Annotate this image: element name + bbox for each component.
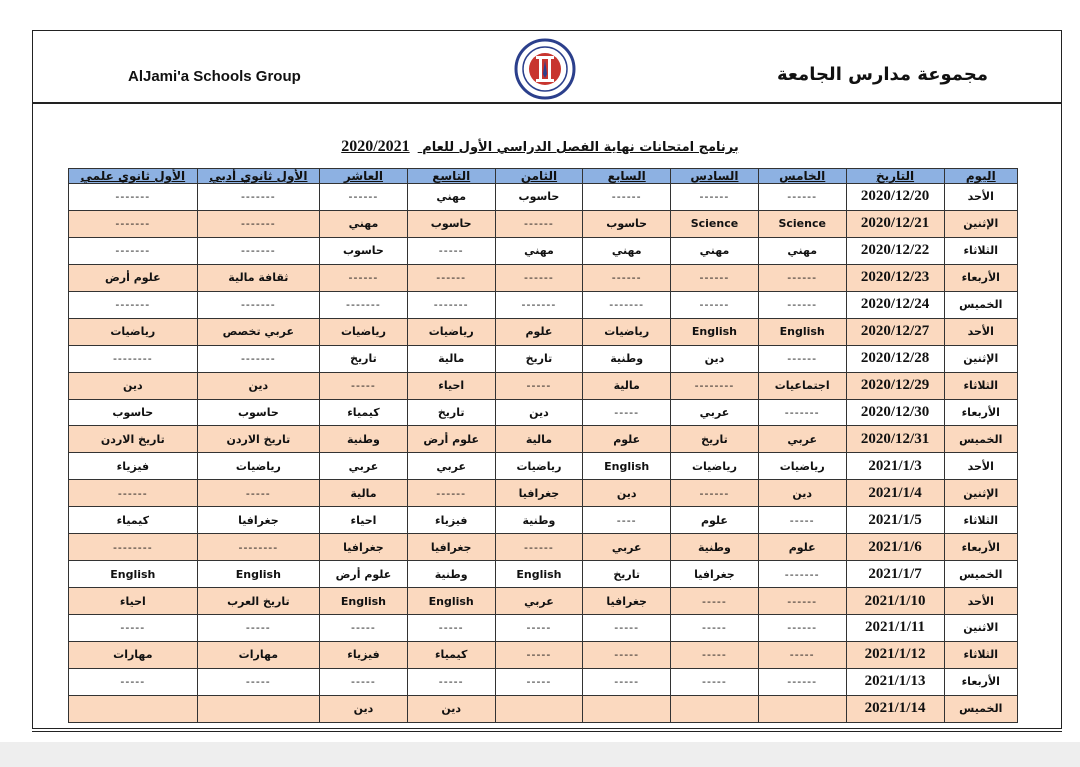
subject-cell: ----- xyxy=(197,668,319,695)
subject-cell: كيمياء xyxy=(407,641,495,668)
subject-cell: علوم أرض xyxy=(69,264,198,291)
subject-cell: ---- xyxy=(583,507,671,534)
subject-cell: رياضيات xyxy=(758,453,846,480)
header-divider xyxy=(32,102,1062,104)
subject-cell xyxy=(583,695,671,722)
column-header: التاسع xyxy=(407,169,495,184)
subject-cell: ------ xyxy=(758,588,846,615)
day-cell: الإثنين xyxy=(944,480,1017,507)
subject-cell: ----- xyxy=(758,507,846,534)
date-cell: 2021/1/4 xyxy=(846,480,944,507)
subject-cell: ----- xyxy=(197,615,319,642)
table-row xyxy=(69,399,1018,426)
subject-cell: احياء xyxy=(407,372,495,399)
date-cell: 2020/12/24 xyxy=(846,291,944,318)
subject-cell: -------- xyxy=(69,534,198,561)
subject-cell: تاريخ xyxy=(583,561,671,588)
table-row xyxy=(69,426,1018,453)
subject-cell: ------- xyxy=(197,291,319,318)
subject-cell: ----- xyxy=(320,372,408,399)
subject-cell: ------ xyxy=(758,668,846,695)
subject-cell: ----- xyxy=(583,399,671,426)
subject-cell: عربي xyxy=(671,399,759,426)
subject-cell: علوم xyxy=(495,318,583,345)
subject-cell: ----- xyxy=(495,668,583,695)
day-cell: الأحد xyxy=(944,588,1017,615)
subject-cell: جغرافيا xyxy=(583,588,671,615)
day-cell: الأحد xyxy=(944,184,1017,211)
subject-cell: وطنية xyxy=(407,561,495,588)
subject-cell: رياضيات xyxy=(671,453,759,480)
table-row xyxy=(69,264,1018,291)
table-row xyxy=(69,184,1018,211)
date-cell: 2021/1/13 xyxy=(846,668,944,695)
subject-cell: رياضيات xyxy=(583,318,671,345)
subject-cell: ----- xyxy=(320,668,408,695)
table-row xyxy=(69,695,1018,722)
table-row xyxy=(69,507,1018,534)
subject-cell: مهني xyxy=(407,184,495,211)
subject-cell: ------- xyxy=(758,561,846,588)
subject-cell: دين xyxy=(69,372,198,399)
day-cell: الأربعاء xyxy=(944,264,1017,291)
subject-cell: ----- xyxy=(407,668,495,695)
subject-cell: ------ xyxy=(320,184,408,211)
subject-cell: تاريخ xyxy=(407,399,495,426)
subject-cell: ----- xyxy=(671,588,759,615)
subject-cell: عربي xyxy=(495,588,583,615)
subject-cell: ----- xyxy=(407,615,495,642)
column-header: السابع xyxy=(583,169,671,184)
date-cell: 2020/12/20 xyxy=(846,184,944,211)
subject-cell: مهني xyxy=(320,210,408,237)
subject-cell: تاريخ xyxy=(320,345,408,372)
school-name-english: AlJami'a Schools Group xyxy=(128,68,301,85)
subject-cell: -------- xyxy=(671,372,759,399)
day-cell: الأحد xyxy=(944,453,1017,480)
subject-cell: ----- xyxy=(671,641,759,668)
date-cell: 2021/1/14 xyxy=(846,695,944,722)
title-year: 2020/2021 xyxy=(341,138,410,155)
school-logo-icon xyxy=(514,38,576,100)
subject-cell: رياضيات xyxy=(495,453,583,480)
subject-cell: فيزياء xyxy=(407,507,495,534)
subject-cell: English xyxy=(671,318,759,345)
subject-cell: Science xyxy=(758,210,846,237)
subject-cell: ------ xyxy=(758,264,846,291)
subject-cell: ثقافة مالية xyxy=(197,264,319,291)
date-cell: 2021/1/7 xyxy=(846,561,944,588)
subject-cell: ------- xyxy=(197,345,319,372)
date-cell: 2020/12/27 xyxy=(846,318,944,345)
subject-cell: مهني xyxy=(495,237,583,264)
subject-cell: ------ xyxy=(758,345,846,372)
subject-cell: ----- xyxy=(583,668,671,695)
subject-cell: حاسوب xyxy=(407,210,495,237)
subject-cell: وطنية xyxy=(583,345,671,372)
subject-cell: English xyxy=(495,561,583,588)
subject-cell: احياء xyxy=(69,588,198,615)
subject-cell: مالية xyxy=(320,480,408,507)
subject-cell xyxy=(69,695,198,722)
subject-cell: جغرافيا xyxy=(671,561,759,588)
subject-cell: تاريخ xyxy=(495,345,583,372)
subject-cell: ----- xyxy=(671,615,759,642)
subject-cell: دين xyxy=(407,695,495,722)
document-title xyxy=(330,138,750,156)
subject-cell: جغرافيا xyxy=(407,534,495,561)
subject-cell: ------ xyxy=(758,615,846,642)
subject-cell: مالية xyxy=(407,345,495,372)
subject-cell: مهني xyxy=(758,237,846,264)
table-header xyxy=(69,169,1018,184)
date-cell: 2021/1/12 xyxy=(846,641,944,668)
subject-cell: ------- xyxy=(69,237,198,264)
school-name-arabic: مجموعة مدارس الجامعة xyxy=(776,64,988,85)
subject-cell: تاريخ العرب xyxy=(197,588,319,615)
subject-cell: وطنية xyxy=(495,507,583,534)
date-cell: 2020/12/21 xyxy=(846,210,944,237)
day-cell: الخميس xyxy=(944,695,1017,722)
subject-cell: ------ xyxy=(758,291,846,318)
day-cell: الثلاثاء xyxy=(944,507,1017,534)
column-header: الأول ثانوي علمي xyxy=(69,169,198,184)
subject-cell: -------- xyxy=(197,534,319,561)
day-cell: الخميس xyxy=(944,426,1017,453)
date-cell: 2020/12/31 xyxy=(846,426,944,453)
date-cell: 2020/12/23 xyxy=(846,264,944,291)
table-body xyxy=(69,184,1018,723)
subject-cell: ------ xyxy=(69,480,198,507)
subject-cell: عربي تخصص xyxy=(197,318,319,345)
subject-cell: فيزياء xyxy=(69,453,198,480)
table-row xyxy=(69,237,1018,264)
subject-cell: English xyxy=(320,588,408,615)
day-cell: الإثنين xyxy=(944,345,1017,372)
subject-cell: ----- xyxy=(583,615,671,642)
column-header: العاشر xyxy=(320,169,408,184)
subject-cell: دين xyxy=(320,695,408,722)
subject-cell: وطنية xyxy=(320,426,408,453)
date-cell: 2021/1/5 xyxy=(846,507,944,534)
table-row xyxy=(69,641,1018,668)
day-cell: الأربعاء xyxy=(944,668,1017,695)
column-header: السادس xyxy=(671,169,759,184)
subject-cell xyxy=(197,695,319,722)
subject-cell: حاسوب xyxy=(495,184,583,211)
day-cell: الثلاثاء xyxy=(944,641,1017,668)
subject-cell: ------- xyxy=(495,291,583,318)
date-cell: 2021/1/11 xyxy=(846,615,944,642)
subject-cell: ------- xyxy=(197,237,319,264)
subject-cell: وطنية xyxy=(671,534,759,561)
subject-cell: علوم xyxy=(583,426,671,453)
subject-cell: مالية xyxy=(495,426,583,453)
subject-cell: مهارات xyxy=(197,641,319,668)
subject-cell: ------- xyxy=(69,291,198,318)
subject-cell: علوم xyxy=(671,507,759,534)
subject-cell: ----- xyxy=(197,480,319,507)
date-cell: 2020/12/30 xyxy=(846,399,944,426)
table-row xyxy=(69,453,1018,480)
date-cell: 2020/12/28 xyxy=(846,345,944,372)
subject-cell: ----- xyxy=(407,237,495,264)
column-header: التاريخ xyxy=(846,169,944,184)
table-row xyxy=(69,615,1018,642)
subject-cell: ------- xyxy=(407,291,495,318)
subject-cell: حاسوب xyxy=(320,237,408,264)
subject-cell: ------ xyxy=(495,210,583,237)
subject-cell: علوم أرض xyxy=(407,426,495,453)
subject-cell: English xyxy=(583,453,671,480)
subject-cell: ------- xyxy=(583,291,671,318)
subject-cell xyxy=(758,695,846,722)
subject-cell: رياضيات xyxy=(320,318,408,345)
subject-cell: مهني xyxy=(583,237,671,264)
date-cell: 2020/12/29 xyxy=(846,372,944,399)
subject-cell: ----- xyxy=(758,641,846,668)
date-cell: 2021/1/3 xyxy=(846,453,944,480)
table-row xyxy=(69,561,1018,588)
subject-cell: ----- xyxy=(495,615,583,642)
subject-cell: مهني xyxy=(671,237,759,264)
subject-cell: ------- xyxy=(758,399,846,426)
subject-cell: عربي xyxy=(758,426,846,453)
day-cell: الخميس xyxy=(944,291,1017,318)
subject-cell: جغرافيا xyxy=(197,507,319,534)
subject-cell: احياء xyxy=(320,507,408,534)
subject-cell: مالية xyxy=(583,372,671,399)
subject-cell: ----- xyxy=(495,641,583,668)
subject-cell: مهارات xyxy=(69,641,198,668)
subject-cell: كيمياء xyxy=(69,507,198,534)
table-row xyxy=(69,668,1018,695)
subject-cell: اجتماعيات xyxy=(758,372,846,399)
subject-cell: ----- xyxy=(69,615,198,642)
table-row xyxy=(69,588,1018,615)
subject-cell: ------ xyxy=(671,184,759,211)
subject-cell: ------ xyxy=(407,480,495,507)
day-cell: الإثنين xyxy=(944,210,1017,237)
column-header: الثامن xyxy=(495,169,583,184)
subject-cell: دين xyxy=(671,345,759,372)
subject-cell: English xyxy=(758,318,846,345)
subject-cell: English xyxy=(69,561,198,588)
subject-cell: دين xyxy=(758,480,846,507)
subject-cell: علوم أرض xyxy=(320,561,408,588)
subject-cell: جغرافيا xyxy=(320,534,408,561)
subject-cell: English xyxy=(197,561,319,588)
subject-cell: دين xyxy=(495,399,583,426)
subject-cell: ------ xyxy=(583,184,671,211)
viewer-bottom-strip xyxy=(0,742,1080,767)
subject-cell: كيمياء xyxy=(320,399,408,426)
subject-cell: دين xyxy=(583,480,671,507)
subject-cell: تاريخ الاردن xyxy=(69,426,198,453)
subject-cell: ------- xyxy=(197,210,319,237)
subject-cell: ----- xyxy=(320,615,408,642)
subject-cell: تاريخ الاردن xyxy=(197,426,319,453)
subject-cell: Science xyxy=(671,210,759,237)
day-cell: الاثنين xyxy=(944,615,1017,642)
table-row xyxy=(69,291,1018,318)
subject-cell: ------ xyxy=(583,264,671,291)
date-cell: 2020/12/22 xyxy=(846,237,944,264)
subject-cell: حاسوب xyxy=(197,399,319,426)
column-header: اليوم xyxy=(944,169,1017,184)
exam-schedule-table xyxy=(68,168,1018,723)
subject-cell: رياضيات xyxy=(69,318,198,345)
subject-cell: ------ xyxy=(407,264,495,291)
date-cell: 2021/1/10 xyxy=(846,588,944,615)
subject-cell: ----- xyxy=(69,668,198,695)
subject-cell: ------ xyxy=(671,291,759,318)
day-cell: الثلاثاء xyxy=(944,237,1017,264)
day-cell: الأحد xyxy=(944,318,1017,345)
footer-divider xyxy=(32,731,1062,732)
date-cell: 2021/1/6 xyxy=(846,534,944,561)
subject-cell: عربي xyxy=(583,534,671,561)
subject-cell xyxy=(671,695,759,722)
subject-cell: ------ xyxy=(671,480,759,507)
subject-cell xyxy=(495,695,583,722)
table-row xyxy=(69,210,1018,237)
subject-cell: ------ xyxy=(495,534,583,561)
subject-cell: -------- xyxy=(69,345,198,372)
day-cell: الثلاثاء xyxy=(944,372,1017,399)
subject-cell: ------ xyxy=(495,264,583,291)
subject-cell: تاريخ xyxy=(671,426,759,453)
subject-cell: ------ xyxy=(671,264,759,291)
subject-cell: ------- xyxy=(69,210,198,237)
table-row xyxy=(69,534,1018,561)
day-cell: الأربعاء xyxy=(944,534,1017,561)
subject-cell: عربي xyxy=(320,453,408,480)
day-cell: الخميس xyxy=(944,561,1017,588)
subject-cell: English xyxy=(407,588,495,615)
table-row xyxy=(69,480,1018,507)
column-header: الأول ثانوي أدبي xyxy=(197,169,319,184)
table-row xyxy=(69,372,1018,399)
subject-cell: عربي xyxy=(407,453,495,480)
day-cell: الأربعاء xyxy=(944,399,1017,426)
table-row xyxy=(69,318,1018,345)
column-header: الخامس xyxy=(758,169,846,184)
subject-cell: رياضيات xyxy=(407,318,495,345)
title-text: برنامج امتحانات نهاية الفصل الدراسي الأول للعام xyxy=(422,140,739,155)
subject-cell: رياضيات xyxy=(197,453,319,480)
subject-cell: فيزياء xyxy=(320,641,408,668)
subject-cell: حاسوب xyxy=(69,399,198,426)
subject-cell: جغرافيا xyxy=(495,480,583,507)
subject-cell: حاسوب xyxy=(583,210,671,237)
subject-cell: ----- xyxy=(495,372,583,399)
subject-cell: ----- xyxy=(583,641,671,668)
subject-cell: ----- xyxy=(671,668,759,695)
table-row xyxy=(69,345,1018,372)
subject-cell: ------- xyxy=(320,291,408,318)
subject-cell: علوم xyxy=(758,534,846,561)
subject-cell: ------ xyxy=(320,264,408,291)
subject-cell: ------ xyxy=(758,184,846,211)
subject-cell: دين xyxy=(197,372,319,399)
subject-cell: ------- xyxy=(69,184,198,211)
subject-cell: ------- xyxy=(197,184,319,211)
